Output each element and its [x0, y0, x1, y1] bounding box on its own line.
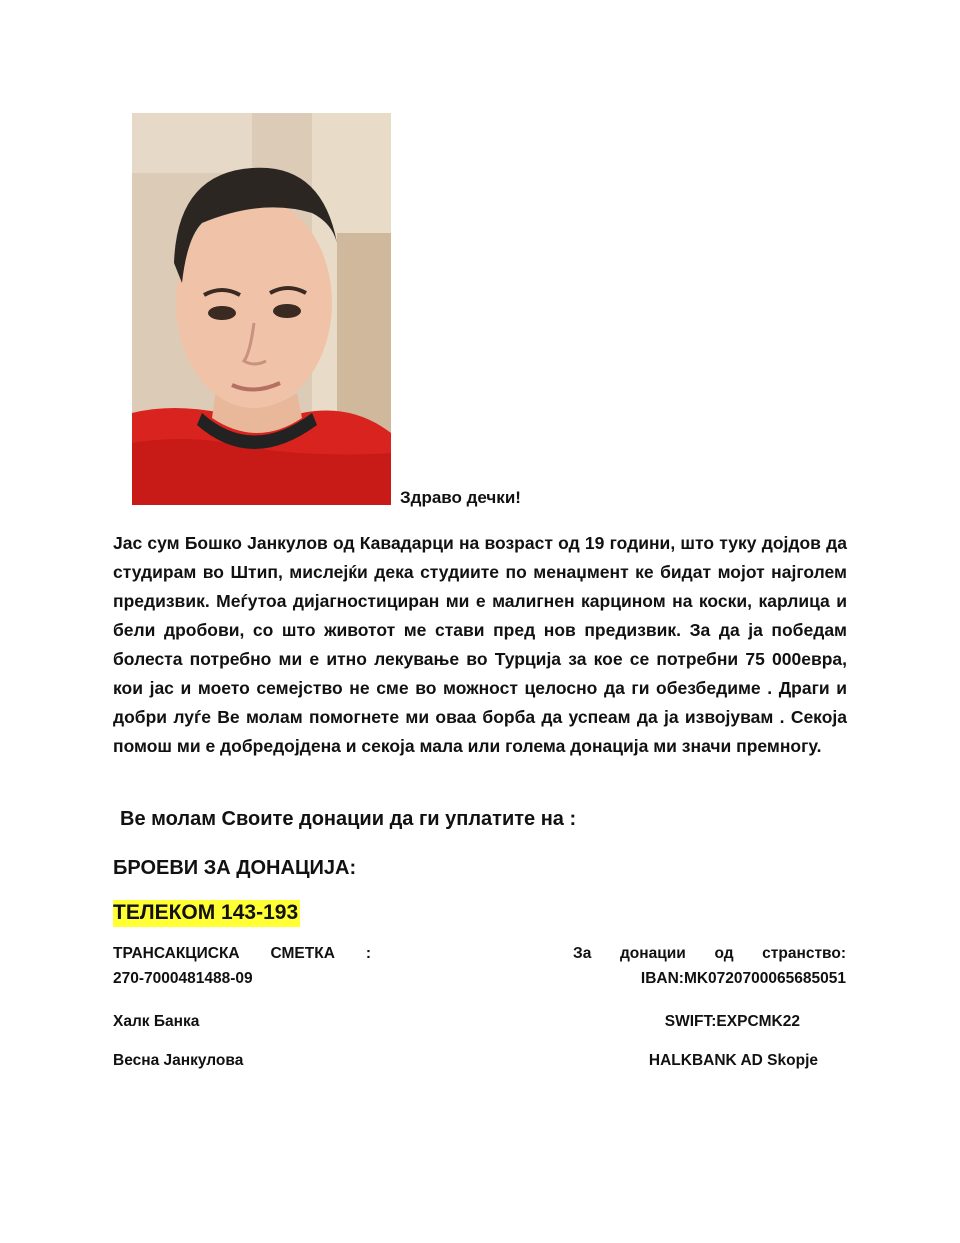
portrait-image	[132, 113, 391, 505]
profile-photo	[132, 113, 391, 505]
account-number: 270-7000481488-09	[113, 970, 253, 987]
account-holder: Весна Јанкулова	[113, 1052, 244, 1069]
greeting: Здраво дечки!	[400, 488, 521, 507]
transaction-account-label	[113, 945, 371, 963]
foreign-label-word: странство:	[762, 945, 846, 962]
foreign-bank-name: HALKBANK AD Skopje	[648, 1052, 818, 1069]
account-label-word: ТРАНСАКЦИСКА	[113, 945, 240, 962]
donation-request: Ве молам Своите донации да ги уплатите на :	[120, 808, 577, 830]
bank-name: Халк Банка	[113, 1013, 200, 1030]
account-label-colon: :	[365, 945, 371, 962]
foreign-donations-label	[573, 945, 846, 963]
telekom-number: ТЕЛЕКОМ 143-193	[113, 900, 300, 927]
appeal-paragraph: Јас сум Бошко Јанкулов од Кавадарци на возраст од 19 години, што туку дојдов да студирам во Штип, мислејќи дека студиите по менаџмент ке бидат мојот најголем предизвик. Меѓутоа дијагностициран ми е малигнен карцином на коски, карлица и бели дробови, со што животот ме стави пред нов предизвик. За да ја победам болеста потребно ми е итно лекување во Турција за кое се потребни 75 000евра, кои јас и моето семејство не сме во можност целосно да ги обезбедиме . Драги и добри луѓе Ве молам помогнете ми оваа борба да успеам да ја извојувам . Секоја помош ми е добредојдена и секоја мала или голема донација ми значи премногу.	[113, 533, 847, 756]
foreign-label-word: За	[573, 945, 592, 962]
donation-numbers-heading: БРОЕВИ ЗА ДОНАЦИЈА:	[113, 857, 357, 879]
foreign-label-word: донации	[619, 945, 686, 962]
account-label-word: СМЕТКА	[270, 945, 335, 962]
iban: IBAN:MK0720700065685051	[640, 970, 846, 987]
foreign-label-word: од	[714, 945, 734, 962]
swift-code: SWIFT:EXPCMK22	[664, 1013, 800, 1030]
